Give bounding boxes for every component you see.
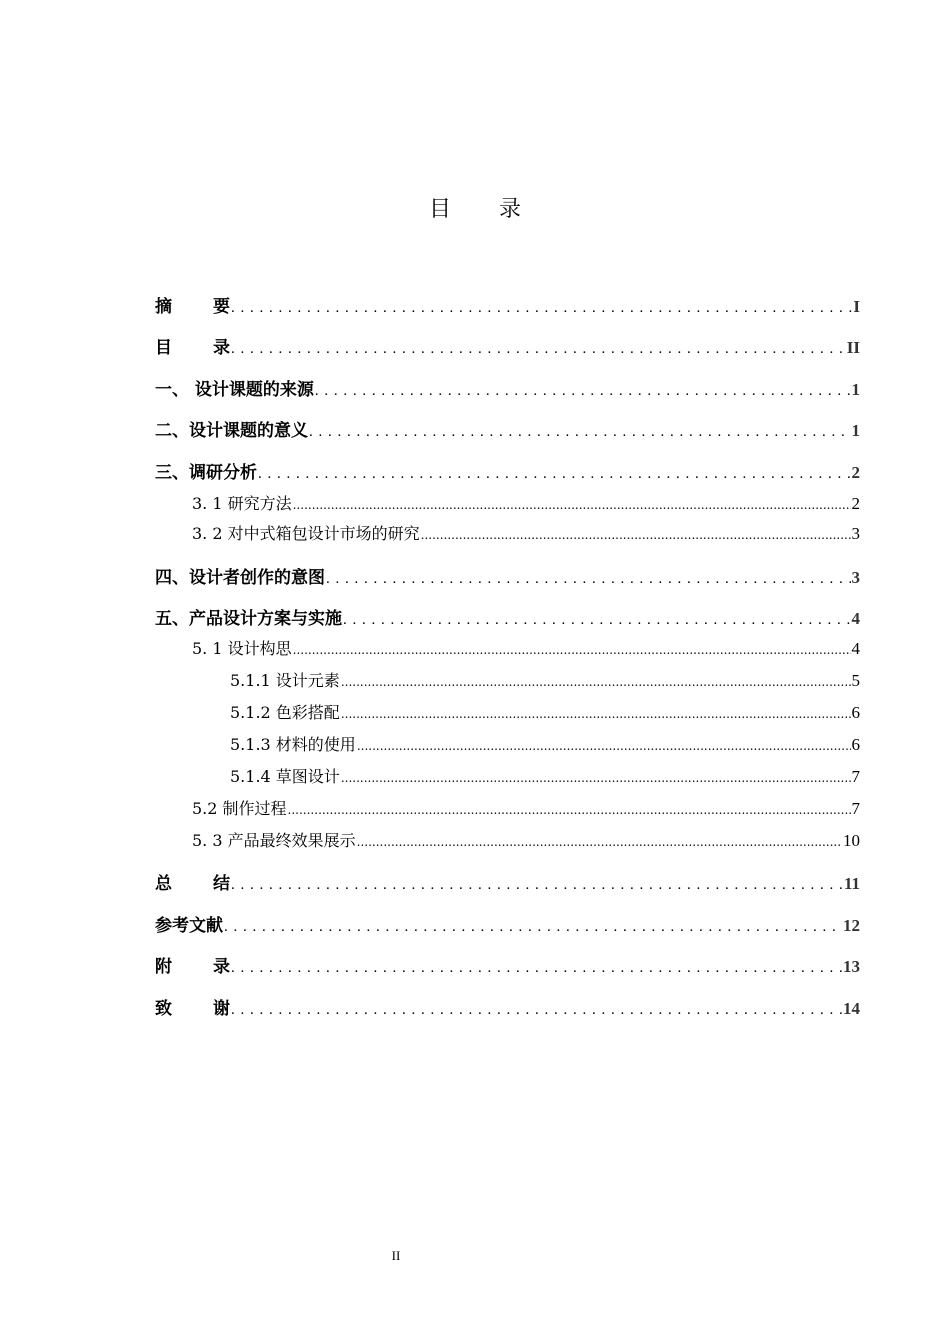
toc-entry-5-1-2[interactable]: 5.1.2 色彩搭配 ..... 6	[230, 700, 860, 723]
toc-page-number: 6	[851, 735, 860, 754]
toc-entry-section-1[interactable]: 一、 设计课题的来源 . . . 1	[155, 375, 860, 400]
dot-leader	[224, 919, 842, 936]
toc-page-number: 1	[851, 380, 860, 399]
toc-page-number: 12	[843, 916, 860, 935]
toc-page-number: 4	[851, 609, 860, 628]
toc-page-number: 3	[851, 524, 860, 543]
dot-leader	[293, 498, 851, 512]
toc-entry-5-2[interactable]: 5.2 制作过程 ..... 7	[192, 796, 860, 819]
toc-entry-3-1[interactable]: 3. 1 研究方法 ..... 2	[192, 491, 860, 514]
toc-entry-acknowledgements[interactable]: 致 谢 . . . 14	[155, 994, 860, 1019]
toc-entry-5-1[interactable]: 5. 1 设计构思 ..... 4	[192, 636, 860, 659]
dot-leader	[231, 960, 842, 977]
dot-leader	[231, 877, 843, 894]
toc-entry-summary[interactable]: 总 结 . . . 11	[155, 869, 860, 894]
toc-entry-abstract[interactable]: 摘 要 . . . I	[155, 292, 860, 317]
toc-entry-appendix[interactable]: 附 录 . . . 13	[155, 952, 860, 977]
toc-entry-section-3[interactable]: 三、调研分析 . . . 2	[155, 458, 860, 483]
toc-page-number: I	[853, 297, 860, 316]
toc-page-number: 10	[843, 831, 860, 850]
toc-page-number: 11	[843, 874, 860, 893]
dot-leader	[421, 528, 851, 542]
page-title	[0, 192, 950, 223]
toc-page-number: 2	[851, 463, 860, 482]
toc-page-number: II	[846, 338, 860, 357]
toc-entry-3-2[interactable]: 3. 2 对中式箱包设计市场的研究 ..... 3	[192, 521, 860, 544]
toc-entry-5-1-1[interactable]: 5.1.1 设计元素 ..... 5	[230, 668, 860, 691]
toc-entry-5-1-3[interactable]: 5.1.3 材料的使用 ..... 6	[230, 732, 860, 755]
toc-entry-section-5[interactable]: 五、产品设计方案与实施 . . . 4	[155, 604, 860, 629]
dot-leader	[326, 571, 851, 588]
dot-leader	[293, 643, 851, 657]
toc-entry-5-3[interactable]: 5. 3 产品最终效果展示 ..... 10	[192, 828, 860, 851]
toc-entry-contents[interactable]: 目 录 . . . II	[155, 333, 860, 358]
title-char-1: 目	[428, 197, 451, 222]
toc-page-number: 7	[851, 767, 860, 786]
title-char-2: 录	[499, 197, 522, 222]
toc-page-number: 6	[851, 703, 860, 722]
footer-page-number: II	[391, 1248, 401, 1263]
toc-page-number: 2	[851, 494, 860, 513]
dot-leader	[341, 707, 851, 721]
dot-leader	[341, 771, 851, 785]
dot-leader	[357, 739, 851, 753]
dot-leader	[231, 341, 846, 358]
toc-page-number: 14	[843, 999, 860, 1018]
toc-page-number: 13	[843, 957, 860, 976]
dot-leader	[309, 424, 851, 441]
toc-entry-references[interactable]: 参考文献 . . . 12	[155, 911, 860, 936]
dot-leader	[231, 300, 852, 317]
dot-leader	[357, 835, 842, 849]
dot-leader	[288, 803, 851, 817]
toc-page-number: 3	[851, 568, 860, 587]
toc-page-number: 5	[851, 671, 860, 690]
toc-page-number: 1	[851, 421, 860, 440]
toc-page-number: 4	[851, 639, 860, 658]
toc-page-number: 7	[851, 799, 860, 818]
toc-entry-section-4[interactable]: 四、设计者创作的意图 . . . 3	[155, 563, 860, 588]
dot-leader	[343, 612, 851, 629]
toc-entry-section-2[interactable]: 二、设计课题的意义 . . . 1	[155, 416, 860, 441]
dot-leader	[231, 1002, 842, 1019]
toc-entry-5-1-4[interactable]: 5.1.4 草图设计 ..... 7	[230, 764, 860, 787]
dot-leader	[258, 466, 851, 483]
dot-leader	[315, 383, 851, 400]
dot-leader	[341, 675, 851, 689]
